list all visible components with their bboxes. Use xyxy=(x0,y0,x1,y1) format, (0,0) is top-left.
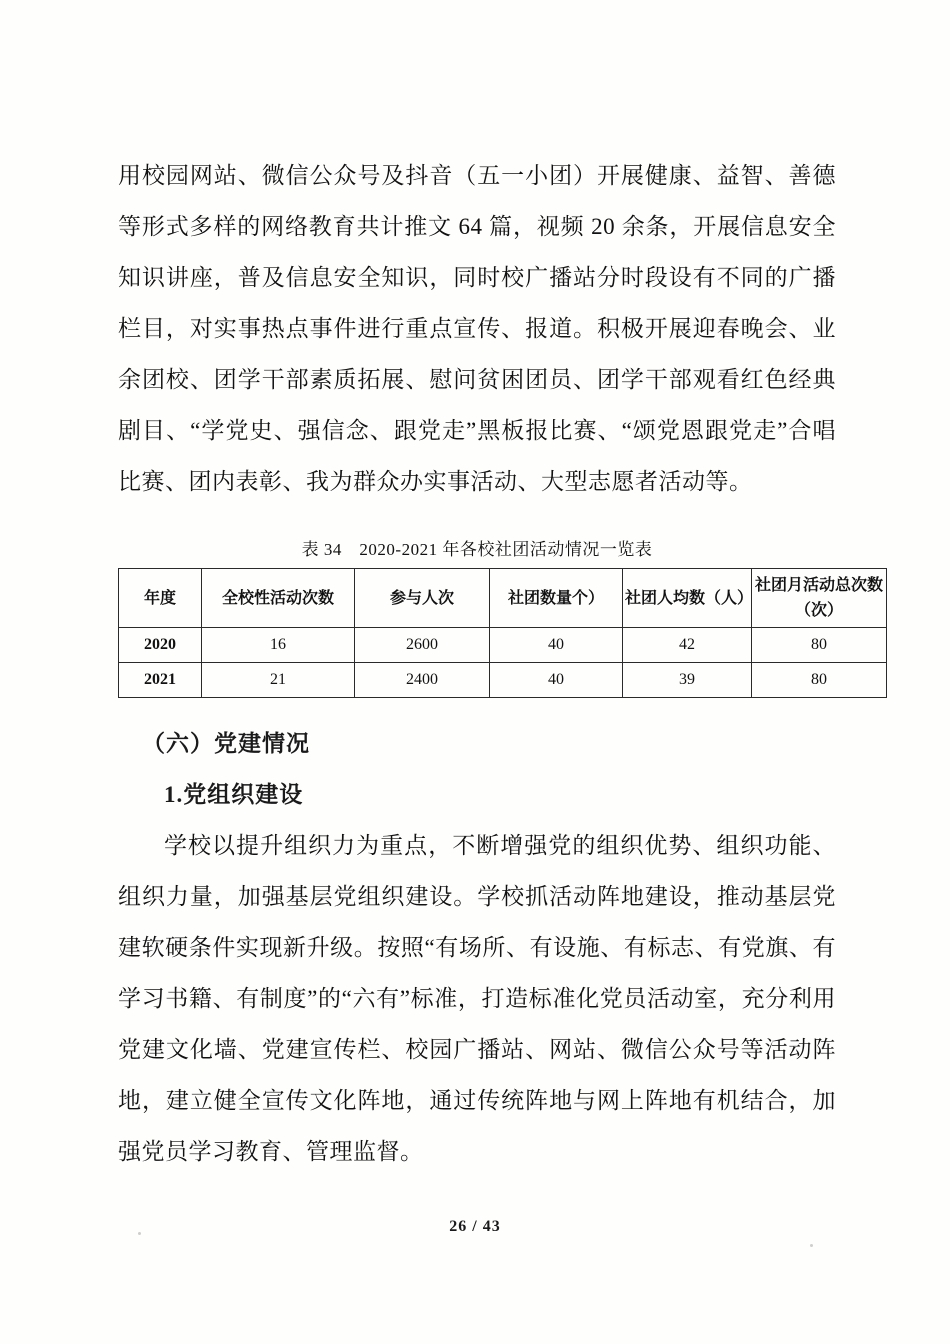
paragraph-party-organization: 学校以提升组织力为重点，不断增强党的组织优势、组织功能、组织力量，加强基层党组织建设。学校抓活动阵地建设，推动基层党建软硬条件实现新升级。按照“有场所、有设施、有标志、有党旗、有学习书籍、有制度”的“六有”标准，打造标准化党员活动室，充分利用党建文化墙、党建宣传栏、校园广播站、网站、微信公众号等活动阵地，建立健全宣传文化阵地，通过传统阵地与网上阵地有机结合，加强党员学习教育、管理监督。 xyxy=(118,833,836,1164)
table-cell: 42 xyxy=(623,628,752,663)
table-header-cell: 参与人次 xyxy=(355,569,490,628)
table-caption: 表 34 2020-2021 年各校社团活动情况一览表 xyxy=(301,540,653,559)
table-row xyxy=(119,663,887,698)
table-cell: 21 xyxy=(202,663,355,698)
spacer xyxy=(118,507,836,535)
table-cell: 40 xyxy=(490,663,623,698)
table-cell-year: 2021 xyxy=(119,663,202,698)
subsection-heading-party-org: 1.党组织建设 xyxy=(164,782,304,807)
spacer xyxy=(118,698,836,718)
table-header-cell: 全校性活动次数 xyxy=(202,569,355,628)
table-header xyxy=(119,569,887,628)
table-cell: 40 xyxy=(490,628,623,663)
table-header-cell: 社团月活动总次数（次） xyxy=(752,569,887,628)
table-header-cell: 社团数量个） xyxy=(490,569,623,628)
table-cell: 2400 xyxy=(355,663,490,698)
table-cell: 16 xyxy=(202,628,355,663)
club-activity-table xyxy=(118,568,887,698)
table-cell: 2600 xyxy=(355,628,490,663)
table-row xyxy=(119,628,887,663)
table-header-cell: 社团人均数（人） xyxy=(623,569,752,628)
table-cell: 80 xyxy=(752,663,887,698)
table-header-row xyxy=(119,569,887,628)
document-body xyxy=(118,150,883,1177)
table-cell: 39 xyxy=(623,663,752,698)
page-footer: 26 / 43 xyxy=(449,1218,501,1235)
table-body xyxy=(119,628,887,698)
table-cell-year: 2020 xyxy=(119,628,202,663)
table-header-cell: 年度 xyxy=(119,569,202,628)
table-cell: 80 xyxy=(752,628,887,663)
section-heading-party-building: （六）党建情况 xyxy=(142,731,310,756)
paragraph-network-education: 用校园网站、微信公众号及抖音（五一小团）开展健康、益智、善德等形式多样的网络教育共计推文 64 篇，视频 20 余条，开展信息安全知识讲座，普及信息安全知识，同时校广播站分时段设有不同的广播栏目，对实事热点事件进行重点宣传、报道。积极开展迎春晚会、业余团校、团学干部素质拓展、慰问贫困团员、团学干部观看红色经典剧目、“学党史、强信念、跟党走”黑板报比赛、“颂党恩跟党走”合唱比赛、团内表彰、我为群众办实事活动、大型志愿者活动等。 xyxy=(118,163,836,494)
scan-speck xyxy=(810,1244,813,1247)
